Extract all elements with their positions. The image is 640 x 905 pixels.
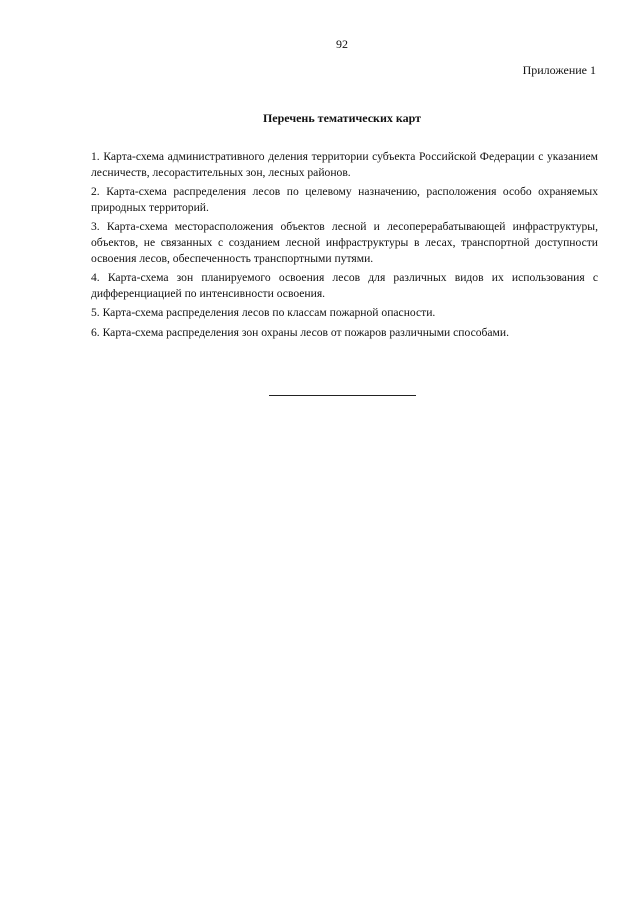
list-item-6: 6. Карта-схема распределения зон охраны лесов от пожаров различными способами. <box>91 325 509 339</box>
list-item-3: 3. Карта-схема месторасположения объектов лесной и лесоперерабатывающей инфраструктуры, объектов, не связанных с созданием лесной инфраструктуры в лесах, транспортной доступности освоения лесов, обеспеченность транспортными путями. <box>91 220 598 265</box>
list-item-5: 5. Карта-схема распределения лесов по классам пожарной опасности. <box>91 306 436 320</box>
list-item-4: 4. Карта-схема зон планируемого освоения лесов для различных видов их использования с дифференциацией по интенсивности освоения. <box>91 271 598 300</box>
list-item-2: 2. Карта-схема распределения лесов по целевому назначению, расположения особо охраняемых природных территорий. <box>91 185 598 214</box>
appendix-label: Приложение 1 <box>522 63 596 77</box>
end-rule <box>269 395 416 396</box>
list-item-1: 1. Карта-схема административного деления территории субъекта Российской Федерации с указанием лесничеств, лесорастительных зон, лесных районов. <box>91 150 598 179</box>
page-number: 92 <box>336 37 348 51</box>
document-title: Перечень тематических карт <box>262 111 422 125</box>
thematic-maps-list <box>91 149 598 345</box>
